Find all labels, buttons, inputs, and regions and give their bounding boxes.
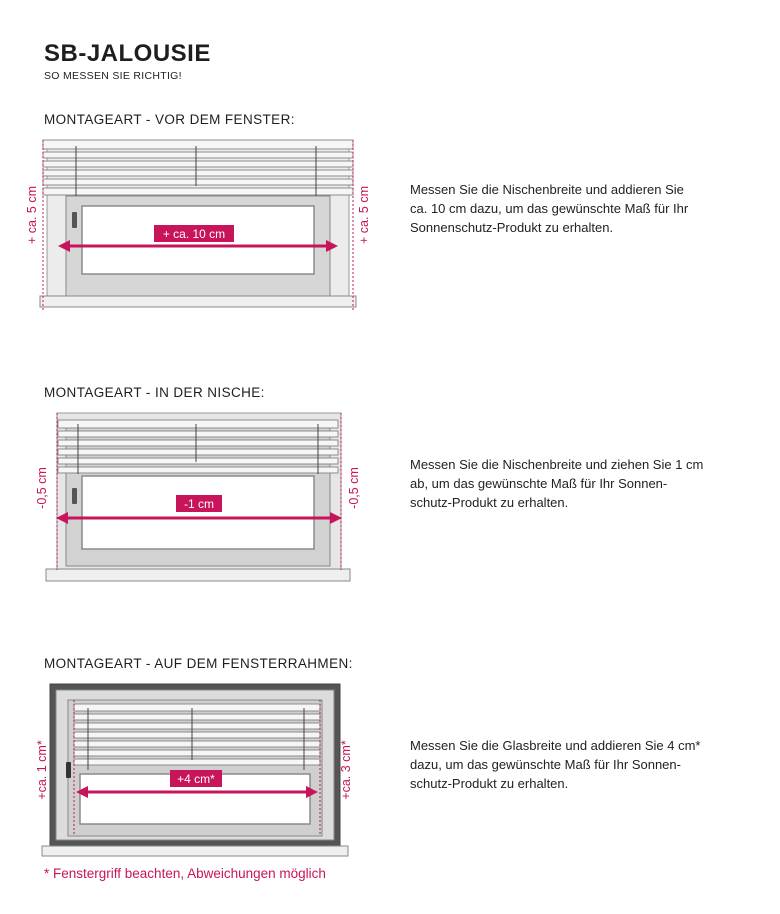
window-handle-icon xyxy=(66,762,71,778)
left-offset-label: + ca. 5 cm xyxy=(25,185,39,245)
description-in-der-nische: Messen Sie die Nischenbreite und ziehen Sie 1 cm ab, um das gewünschte Maß für Ihr Sonnen- schutz-Produkt zu erhalten. xyxy=(410,457,704,510)
section-heading-vor-dem-fenster: MONTAGEART - VOR DEM FENSTER: xyxy=(44,112,295,127)
section-heading-in-der-nische: MONTAGEART - IN DER NISCHE: xyxy=(44,385,265,400)
left-offset-label: +ca. 1 cm* xyxy=(35,740,49,800)
section-heading-auf-dem-fensterrahmen: MONTAGEART - AUF DEM FENSTERRAHMEN: xyxy=(44,656,353,671)
right-offset-label: +ca. 3 cm* xyxy=(339,740,353,800)
right-offset-label: + ca. 5 cm xyxy=(357,185,371,245)
blind-slats xyxy=(74,704,320,770)
footnote: * Fenstergriff beachten, Abweichungen möglich xyxy=(44,866,326,881)
width-label: +4 cm* xyxy=(177,772,215,786)
width-label: -1 cm xyxy=(184,497,214,511)
width-label: + ca. 10 cm xyxy=(162,227,226,241)
page-subtitle: SO MESSEN SIE RICHTIG! xyxy=(44,70,182,82)
left-offset-label: -0,5 cm xyxy=(35,467,49,509)
description-vor-dem-fenster: Messen Sie die Nischenbreite und addieren Sie ca. 10 cm dazu, um das gewünschte Maß für Ihr Sonnenschutz-Produkt zu erhalten. xyxy=(410,182,689,235)
page-title: SB-JALOUSIE xyxy=(44,40,211,67)
right-offset-label: -0,5 cm xyxy=(347,467,361,509)
description-auf-dem-fensterrahmen: Messen Sie die Glasbreite und addieren Sie 4 cm* dazu, um das gewünschte Maß für Ihr Sonnen- schutz-Produkt zu erhalten. xyxy=(410,738,701,791)
